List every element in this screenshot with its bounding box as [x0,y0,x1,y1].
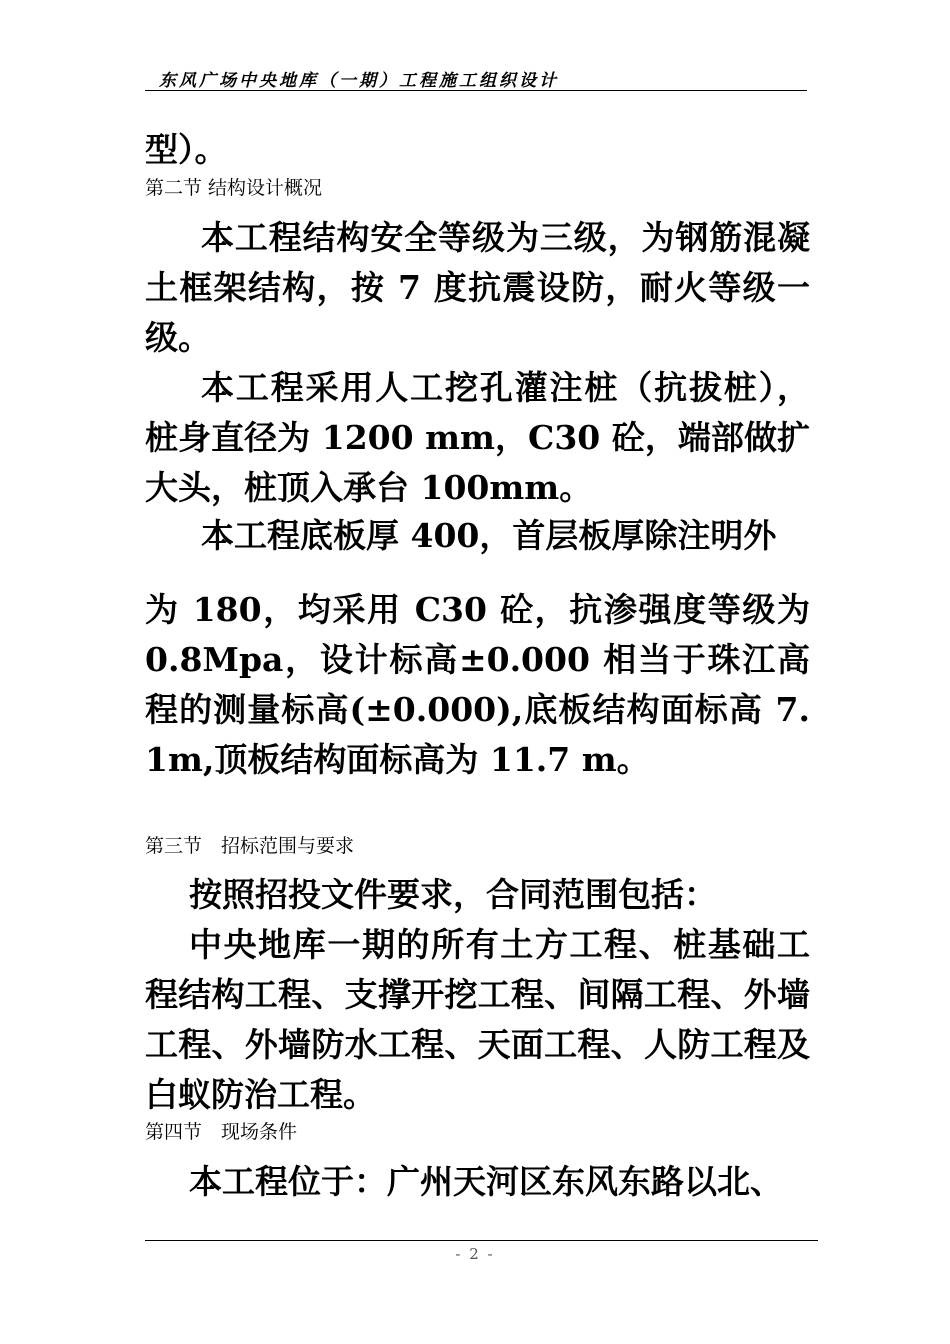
paragraph-contract-items: 中央地库一期的所有土方工程、桩基础工程结构工程、支撑开挖工程、间隔工程、外墙工程、外墙防水工程、天面工程、人防工程及白蚁防治工程。 [145,925,810,1114]
paragraph-continuation: 型）。 [145,130,228,169]
paragraph-slab-cont: 为 180，均采用 C30 砼，抗渗强度等级为 0.8Mpa，设计标高±0.000 相当于珠江高程的测量标高(±0.000),底板结构面标高 7.1m,顶板结构面标高为 11.7 m。 [145,590,810,779]
section-heading-2: 第二节 结构设计概况 [145,177,323,199]
header-title: 东风广场中央地库（一期）工程施工组织设计 [159,71,559,91]
paragraph-slab-line1: 本工程底板厚 400，首层板厚除注明外 [201,516,777,555]
paragraph-pile: 本工程采用人工挖孔灌注桩（抗拔桩），桩身直径为 1200 mm，C30 砼，端部做扩大头，桩顶入承台 100mm。 [145,368,810,507]
page-header [145,66,807,91]
page-number: - 2 - [455,1245,495,1263]
section-heading-4: 第四节 现场条件 [145,1121,298,1143]
section-heading-3: 第三节 招标范围与要求 [145,835,355,857]
paragraph-structure-level: 本工程结构安全等级为三级，为钢筋混凝土框架结构，按 7 度抗震设防，耐火等级一级。 [145,218,810,357]
paragraph-bid-scope: 按照招投文件要求，合同范围包括： [189,875,717,914]
paragraph-location: 本工程位于：广州天河区东风东路以北、 [189,1162,783,1201]
footer-rule [145,1240,818,1241]
